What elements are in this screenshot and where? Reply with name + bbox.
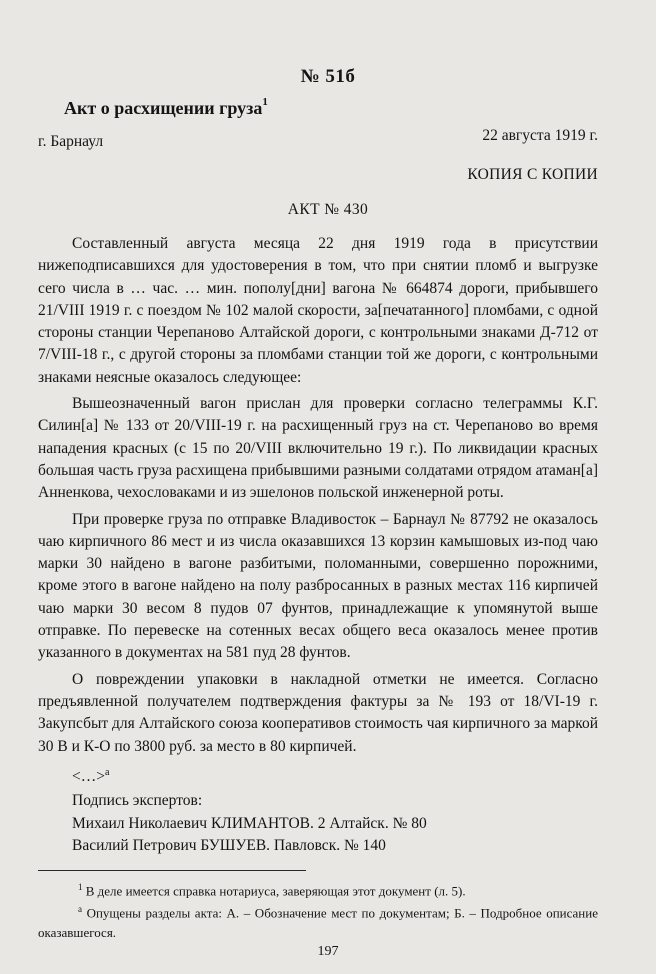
act-paragraph-1: Составленный августа месяца 22 дня 1919 года в присутствии нижеподписавшихся для удостоверения в том, что при снятии пломб и выгрузке сего числа в … час. … мин. пополу[дни] вагона № 664874 дороги, прибывшего 21/VIII 1919 г. с поездом № 102 малой скорости, за[печатанного] пломбами, с одной стороны станции Черепаново Алтайской дороги, с контрольными знаками Д-712 от 7/VIII-18 г., с другой стороны за пломбами станции той же дороги, с контрольными знаками неясные оказалось следующее: (38, 235, 598, 386)
footnotes (38, 878, 598, 942)
document-number: № 51б (300, 66, 356, 87)
footnote-a-text: Опущены разделы акта: А. – Обозначение мест по документам; Б. – Подробное описание оказавшегося. (38, 905, 598, 940)
footnote-a (38, 900, 598, 941)
act-paragraph-3: При проверке груза по отправке Владивосток – Барнаул № 87792 не оказалось чаю кирпичного 86 мест и из числа оказавшихся 13 корзин камышовых из-под чаю марки 30 найдено в вагоне разбитыми, поломанными, совершенно порожними, кроме этого в вагоне найдено на полу разбросанных в разных местах 116 кирпичей чаю марки 30 весом 8 пудов 07 фунтов, принадлежащие к упомянутой выше отправке. По перевеске на сотенных весах общего веса оказалось менее против указанного в документах на 581 пуд 28 фунтов. (38, 510, 598, 662)
act-body (38, 233, 598, 788)
footnote-1-text: В деле имеется справка нотариуса, заверяющая этот документ (л. 5). (82, 883, 466, 899)
footnote-ref-1: 1 (262, 96, 268, 108)
footnote-divider (38, 870, 306, 871)
footnote-1-mark: 1 (78, 882, 83, 892)
document-title-text: Акт о расхищении груза (64, 98, 263, 118)
signatures-block (72, 790, 427, 858)
act-heading: АКТ № 430 (287, 201, 369, 218)
page-number: 197 (317, 944, 339, 959)
act-paragraph-2: Вышеозначенный вагон прислан для проверки согласно телеграммы К.Г. Силин[а] № 133 от 20/VIII-19 г. на расхищенный груз на ст. Черепаново во время нападения красных (с 15 по 20/VIII включительно 19 г.). По ликвидации красных большая часть груза расхищена прибывшими разными солдатами отрядом атаман[а] Анненкова, чехословаками и из эшелонов польской инженерной роты. (38, 395, 598, 502)
copy-note: КОПИЯ С КОПИИ (467, 166, 598, 183)
footnote-ref-a: а (104, 766, 110, 778)
signatures-heading: Подпись экспертов: (72, 792, 203, 809)
document-place: г. Барнаул (38, 133, 104, 150)
document-date: 22 августа 1919 г. (482, 127, 598, 144)
act-paragraph-4: О повреждении упаковки в накладной отметки не имеется. Согласно предъявленной получателем подтверждения фактуры за № 193 от 18/VI-19 г. Закупсбыт для Алтайского союза кооперативов стоимость чая кирпичного за маркой 30 В и К-О по 3800 руб. за место в 80 кирпичей. (38, 670, 598, 755)
signature-expert-1: Михаил Николаевич КЛИМАНТОВ. 2 Алтайск. № 80 (72, 814, 427, 832)
signature-expert-2: Василий Петрович БУШУЕВ. Павловск. № 140 (72, 837, 386, 854)
footnote-1 (38, 878, 598, 900)
omission-text: <…> (72, 767, 105, 785)
footnote-a-mark: а (78, 904, 82, 915)
omission-marker (38, 762, 598, 788)
document-title (64, 98, 268, 119)
